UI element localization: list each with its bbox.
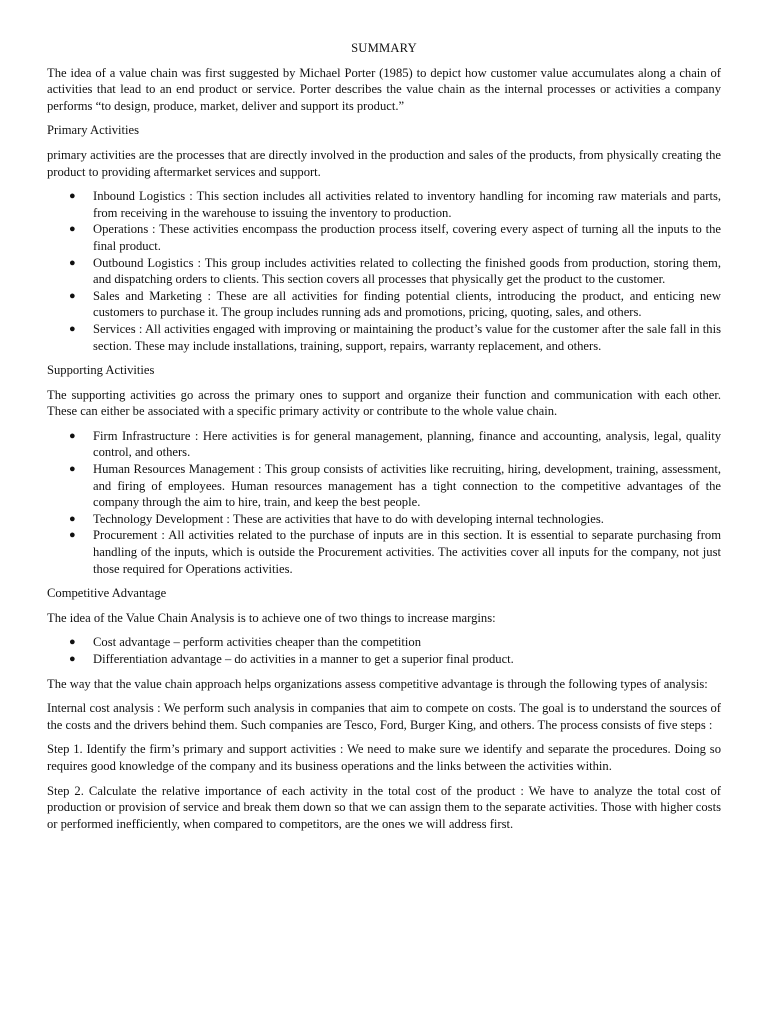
supporting-activities-paragraph: The supporting activities go across the primary ones to support and organize their function and communication with each other. These can either be associated with a specific primary activity or contribute to the whole value chain. (47, 387, 721, 419)
bullet-icon: ● (69, 322, 76, 335)
primary-activities-list (47, 188, 721, 354)
intro-paragraph: The idea of a value chain was first suggested by Michael Porter (1985) to depict how customer value accumulates along a chain of activities that lead to an end product or service. Porter describes the value chain as the internal processes or activities a company performs “to design, produce, market, deliver and support its product.” (47, 65, 721, 113)
analysis-types-paragraph: The way that the value chain approach helps organizations assess competitive advantage is through the following types of analysis: (47, 676, 708, 691)
bullet-icon: ● (69, 636, 76, 649)
step-2-paragraph: Step 2. Calculate the relative importance of each activity in the total cost of the product : We have to analyze the total cost of production or provision of service and break them down so that we can assign them to the separate activities. Those with higher costs or performed inefficiently, when compared to competitors, are the ones we will address first. (47, 783, 721, 831)
list-item: ● Firm Infrastructure : Here activities is for general management, planning, finance and accounting, analysis, legal, quality control, and others. (69, 428, 721, 460)
bullet-icon: ● (69, 529, 76, 542)
competitive-advantage-heading: Competitive Advantage (47, 586, 167, 601)
list-item: ● Technology Development : These are activities that have to do with developing internal technologies. (69, 511, 604, 526)
bullet-icon: ● (69, 256, 76, 269)
bullet-icon: ● (69, 223, 76, 236)
list-item: ● Cost advantage – perform activities cheaper than the competition (69, 635, 422, 650)
primary-activities-paragraph: primary activities are the processes that are directly involved in the production and sales of the products, from physically creating the product to providing aftermarket services and support. (47, 147, 721, 179)
competitive-advantage-paragraph: The idea of the Value Chain Analysis is to achieve one of two things to increase margins: (47, 610, 496, 625)
list-item: ● Human Resources Management : This group consists of activities like recruiting, hiring, development, training, assessment, and firing of employees. Human resources management has a tight connection to the competitive advantages of the company through the aim to hire, train, and keep the best people. (69, 462, 721, 510)
bullet-icon: ● (69, 289, 76, 302)
step-1-paragraph: Step 1. Identify the firm’s primary and support activities : We need to make sure we identify and separate the procedures. Doing so requires good knowledge of the company and its business operations and the links between the activities within. (47, 742, 721, 773)
bullet-icon: ● (69, 653, 76, 665)
page-title: SUMMARY (351, 41, 417, 55)
bullet-icon: ● (69, 190, 76, 203)
bullet-icon: ● (69, 512, 76, 525)
bullet-icon: ● (69, 463, 76, 476)
list-item: ● Differentiation advantage – do activities in a manner to get a superior final product. (69, 652, 514, 666)
competitive-advantage-list (47, 634, 721, 667)
supporting-activities-list (47, 428, 721, 577)
list-item: ● Services : All activities engaged with improving or maintaining the product’s value for the customer after the sale fall in this section. These may include installations, training, support, repairs, warranty replacement, and others. (69, 321, 721, 353)
bullet-icon: ● (69, 429, 76, 442)
list-item: ● Operations : These activities encompass the production process itself, covering every aspect of turning all the inputs to the final product. (69, 222, 721, 253)
list-item: ● Outbound Logistics : This group includes activities related to collecting the finished goods from production, storing them, and dispatching orders to clients. This section covers all processes that physically get the product to the customer. (69, 255, 721, 287)
supporting-activities-heading: Supporting Activities (47, 363, 155, 378)
primary-activities-heading: Primary Activities (47, 123, 139, 138)
list-item: ● Procurement : All activities related to the purchase of inputs are in this section. It is essential to separate purchasing from handling of the inputs, which is outside the Procurement activities. The activities cover all inputs for the company, not just those required for Operations activities. (69, 528, 721, 576)
internal-cost-paragraph: Internal cost analysis : We perform such analysis in companies that aim to compete on costs. The goal is to understand the sources of the costs and the drivers behind them. Such companies are Tesco, Ford, Burger King, and others. The process consists of five steps : (47, 701, 721, 732)
list-item: ● Inbound Logistics : This section includes all activities related to inventory handling for incoming raw materials and parts, from receiving in the warehouse to issuing the inventory to production. (69, 189, 721, 220)
list-item: ● Sales and Marketing : These are all activities for finding potential clients, introducing the product, and enticing new customers to purchase it. The group includes running ads and promotions, pricing, quoting, sales, and others. (69, 288, 721, 320)
